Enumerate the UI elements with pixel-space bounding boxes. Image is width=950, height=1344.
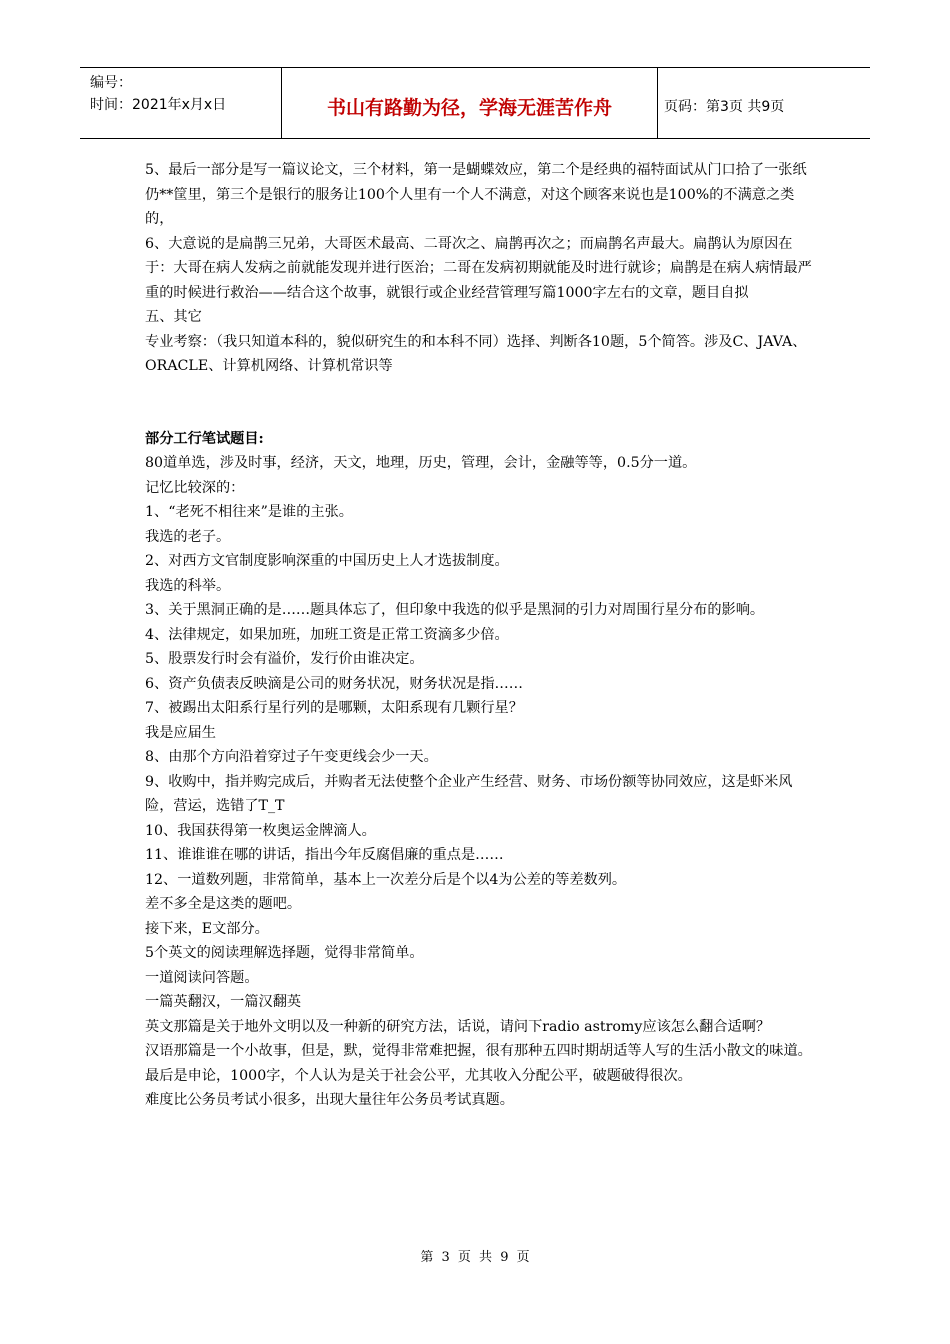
header-motto: 书山有路勤为径，学海无涯苦作舟 — [282, 68, 658, 138]
question: 5、股票发行时会有溢价，发行价由谁决定。 — [145, 651, 424, 667]
answer: 我选的老子。 — [145, 528, 231, 545]
paragraph: 最后是申论，1000字，个人认为是关于社会公平，尤其收入分配公平，破题破得很次。 — [145, 1067, 692, 1084]
question: 10、我国获得第一枚奥运金牌滴人。 — [145, 822, 376, 839]
question: 11、谁谁谁在哪的讲话，指出今年反腐倡廉的重点是…… — [145, 847, 504, 863]
header-meta — [80, 68, 282, 138]
paragraph: 难度比公务员考试小很多，出现大量往年公务员考试真题。 — [145, 1092, 514, 1108]
document-date: 时间：2021年x月x日 — [90, 97, 227, 113]
question: 7、被踢出太阳系行星行列的是哪颗，太阳系现有几颗行星？ — [145, 700, 523, 716]
paragraph: 一篇英翻汉，一篇汉翻英 — [145, 994, 302, 1010]
paragraph: 差不多全是这类的题吧。 — [145, 896, 302, 912]
question: 9、收购中，指并购完成后，并购者无法使整个企业产生经营、财务、市场份额等协同效应，这是虾米风险，营运，选错了T_T — [145, 773, 793, 814]
question: 4、法律规定，如果加班，加班工资是正常工资滴多少倍。 — [145, 626, 509, 643]
question: 6、资产负债表反映滴是公司的财务状况，财务状况是指…… — [145, 675, 523, 692]
question: 12、一道数列题，非常简单，基本上一次差分后是个以4为公差的等差数列。 — [145, 871, 627, 888]
header-page-number: 页码：第3页 共9页 — [664, 99, 785, 115]
paragraph: 英文那篇是关于地外文明以及一种新的研究方法，话说，请问下radio astromy应该怎么翻合适啊？ — [145, 1018, 771, 1035]
paragraph: 我是应届生 — [145, 724, 216, 741]
question: 3、关于黑洞正确的是……题具体忘了，但印象中我选的似乎是黑洞的引力对周围行星分布的影响。 — [145, 602, 765, 618]
paragraph: 5、最后一部分是写一篇议论文，三个材料，第一是蝴蝶效应，第二个是经典的福特面试从门口拾了一张纸仍**筐里，第三个是银行的服务让100个人里有一个人不满意，对这个顾客来说也是100%的不满意之类的， — [145, 162, 807, 227]
section-title: 部分工行笔试题目: — [145, 430, 264, 447]
paragraph: 记忆比较深的： — [145, 479, 245, 496]
paragraph: 一道阅读问答题。 — [145, 969, 259, 986]
paragraph: 80道单选，涉及时事，经济，天文，地理，历史，管理，会计，金融等等，0.5分一道。 — [145, 455, 697, 471]
paragraph: 接下来，E文部分。 — [145, 920, 269, 937]
paragraph: 6、大意说的是扁鹊三兄弟，大哥医术最高、二哥次之、扁鹊再次之；而扁鹊名声最大。扁鹊认为原因在于：大哥在病人发病之前就能发现并进行医治；二哥在发病初期就能及时进行就诊；扁鹊是在病人病情最严重的时候进行救治——结合这个故事，就银行或企业经营管理写篇1000字左右的文章，题目自拟 — [145, 235, 812, 301]
paragraph: 5个英文的阅读理解选择题，觉得非常简单。 — [145, 945, 424, 961]
paragraph: 专业考察：（我只知道本科的，貌似研究生的和本科不同）选择、判断各10题，5个简答。涉及C、JAVA、ORACLE、计算机网络、计算机常识等 — [145, 333, 807, 374]
page-header — [80, 67, 870, 139]
page-footer: 第 3 页 共 9 页 — [420, 1250, 530, 1265]
document-body — [145, 158, 820, 1113]
question: 1、“老死不相往来”是谁的主张。 — [145, 504, 353, 520]
answer: 我选的科举。 — [145, 577, 231, 594]
spacer — [145, 379, 820, 427]
document-number: 编号： — [90, 75, 132, 91]
paragraph: 汉语那篇是一个小故事，但是，默，觉得非常难把握，很有那种五四时期胡适等人写的生活小散文的味道。 — [145, 1043, 812, 1059]
question: 8、由那个方向沿着穿过子午变更线会少一天。 — [145, 749, 438, 765]
question: 2、对西方文官制度影响深重的中国历史上人才选拔制度。 — [145, 553, 509, 569]
section-heading: 五、其它 — [145, 309, 202, 325]
